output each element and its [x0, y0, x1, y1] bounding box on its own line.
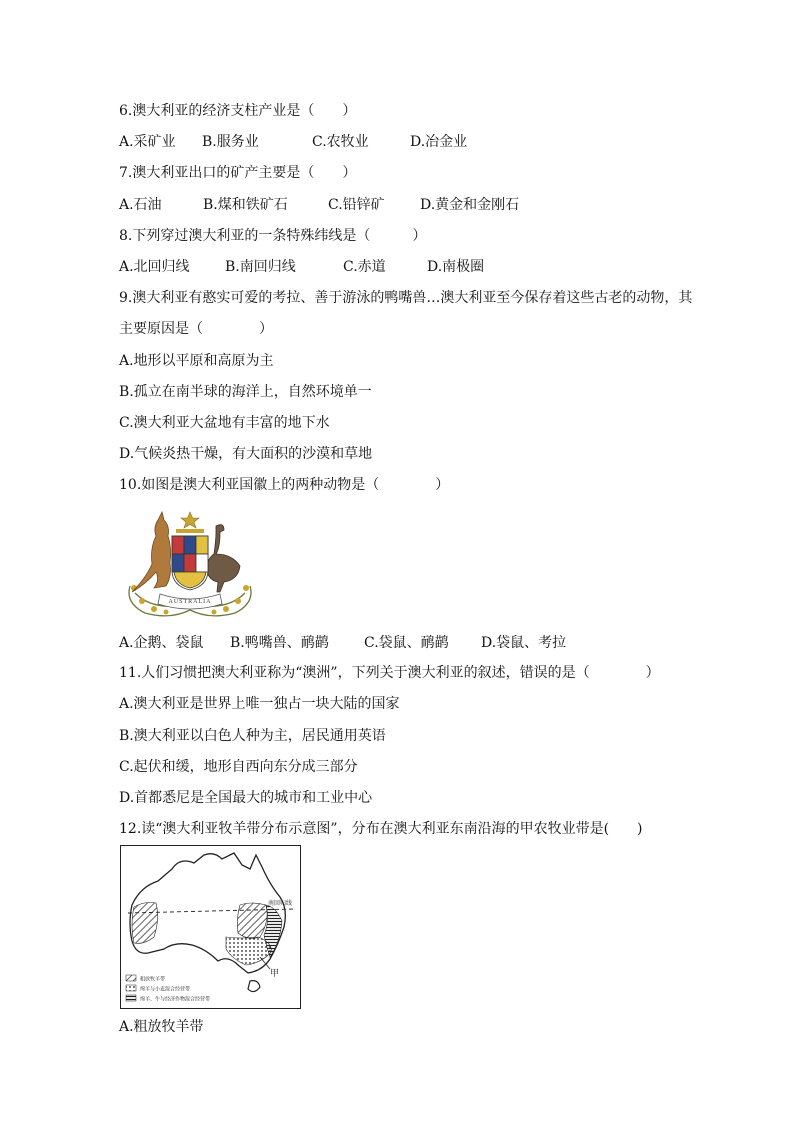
emu-icon — [206, 525, 240, 592]
q9-option-b[interactable]: B.孤立在南半球的海洋上，自然环境单一 — [119, 384, 372, 400]
legend-swatch-lined — [126, 995, 136, 1001]
q6-stem: 6.澳大利亚的经济支柱产业是（ ） — [119, 103, 357, 119]
q8-option-b[interactable]: B.南回归线 — [225, 259, 296, 275]
shield-icon — [172, 536, 208, 590]
q7-stem: 7.澳大利亚出口的矿产主要是（ ） — [119, 165, 357, 181]
q8-option-c[interactable]: C.赤道 — [343, 259, 386, 275]
legend-swatch-hatched — [126, 975, 136, 981]
map-marker-jia: 甲 — [270, 969, 280, 979]
q12-stem: 12.读“澳大利亚牧羊带分布示意图”，分布在澳大利亚东南沿海的甲农牧业带是( ) — [119, 821, 643, 837]
q7-option-b[interactable]: B.煤和铁矿石 — [203, 197, 288, 213]
q9-option-a[interactable]: A.地形以平原和高原为主 — [119, 353, 274, 369]
q6-option-c[interactable]: C.农牧业 — [312, 134, 369, 150]
legend-item-1: 粗放牧羊带 — [140, 976, 166, 983]
q11-option-d[interactable]: D.首都悉尼是全国最大的城市和工业中心 — [119, 790, 373, 806]
q10-option-c[interactable]: C.袋鼠、鸸鹋 — [364, 635, 449, 651]
q7-option-a[interactable]: A.石油 — [119, 197, 162, 213]
q6-option-a[interactable]: A.采矿业 — [119, 134, 176, 150]
legend-item-2: 绵羊与小麦混合经营带 — [140, 986, 191, 993]
tropic-label: 南回归线 — [268, 900, 293, 907]
q12-option-a[interactable]: A.粗放牧羊带 — [119, 1019, 204, 1035]
q11-option-b[interactable]: B.澳大利亚以白色人种为主，居民通用英语 — [119, 728, 386, 744]
kangaroo-icon — [132, 512, 171, 592]
q11-stem: 11.人们习惯把澳大利亚称为“澳洲”，下列关于澳大利亚的叙述，错误的是（ ） — [119, 665, 660, 681]
q9-stem-line1: 9.澳大利亚有憨实可爱的考拉、善于游泳的鸭嘴兽…澳大利亚至今保存着这些古老的动物，其 — [119, 290, 693, 306]
australian-coat-of-arms-image — [120, 508, 260, 623]
q7-option-c[interactable]: C.铅锌矿 — [328, 197, 385, 213]
australia-sheep-belt-map — [120, 845, 301, 1009]
q8-option-d[interactable]: D.南极圈 — [427, 259, 485, 275]
q9-option-d[interactable]: D.气候炎热干燥，有大面积的沙漠和草地 — [119, 446, 373, 462]
legend-swatch-dotted — [126, 985, 136, 991]
q8-options — [119, 258, 484, 276]
q7-option-d[interactable]: D.黄金和金刚石 — [420, 197, 520, 213]
q10-option-a[interactable]: A.企鹅、袋鼠 — [119, 635, 204, 651]
legend-item-3: 绵羊、牛与经济作物混合经营带 — [140, 996, 211, 1003]
emblem-ribbon-text: AUSTRALIA — [168, 599, 212, 605]
q6-option-b[interactable]: B.服务业 — [202, 134, 259, 150]
q6-option-d[interactable]: D.冶金业 — [410, 134, 468, 150]
q10-options — [119, 634, 566, 652]
q11-option-c[interactable]: C.起伏和缓，地形自西向东分成三部分 — [119, 759, 358, 775]
q9-stem-line2: 主要原因是（ ） — [119, 321, 273, 337]
q10-stem: 10.如图是澳大利亚国徽上的两种动物是（ ） — [119, 477, 450, 493]
q10-option-d[interactable]: D.袋鼠、考拉 — [481, 635, 567, 651]
q6-options — [119, 133, 467, 151]
star-icon — [181, 512, 199, 528]
q7-options — [119, 196, 519, 214]
q8-option-a[interactable]: A.北回归线 — [119, 259, 190, 275]
q10-option-b[interactable]: B.鸭嘴兽、鸸鹋 — [230, 635, 329, 651]
q9-option-c[interactable]: C.澳大利亚大盆地有丰富的地下水 — [119, 415, 330, 431]
q11-option-a[interactable]: A.澳大利亚是世界上唯一独占一块大陆的国家 — [119, 696, 400, 712]
extensive-sheep-belt-area — [132, 903, 158, 944]
q8-stem: 8.下列穿过澳大利亚的一条特殊纬线是（ ） — [119, 228, 427, 244]
